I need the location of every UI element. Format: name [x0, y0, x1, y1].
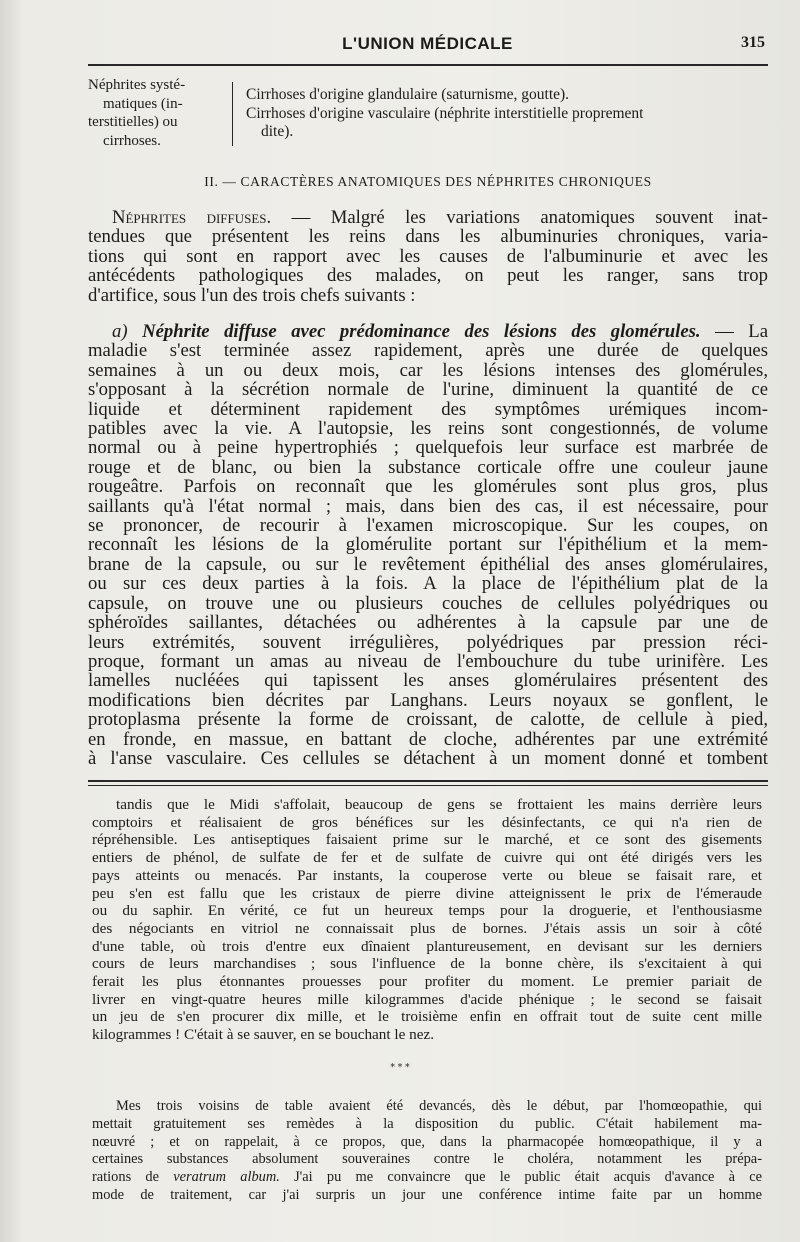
text-line: à l'anse vasculaire. Ces cellules se détachent à un moment donné et tombent	[88, 747, 768, 769]
text-line: capsule, on trouve une ou plusieurs couches de cellules polyédriques ou	[88, 592, 768, 614]
text-line: sphéroïdes saillantes, détachées ou adhérentes à la capsule par une de	[88, 612, 768, 634]
text-run: J'ai pu me convaincre que le public était acquis d'avance à ce	[279, 1169, 762, 1186]
section-title: II. — CARACTÈRES ANATOMIQUES DES NÉPHRITES CHRONIQUES	[204, 174, 652, 189]
text-line: s'opposant à la sécrétion normale de l'urine, diminuent la quantité de ce	[88, 379, 768, 401]
text-line: kilogrammes ! C'était à se sauver, en se bouchant le nez.	[92, 1026, 435, 1044]
italic-term: veratrum album.	[173, 1169, 280, 1186]
text-line: ferait les plus étonnantes prouesses pour profiter du moment. Le premier pariait de	[92, 973, 762, 991]
journal-title: L'UNION MÉDICALE	[342, 34, 513, 53]
bracket-left-line: cirrhoses.	[103, 132, 161, 149]
bracket-right-line: Cirrhoses d'origine vasculaire (néphrite interstitielle proprement	[246, 104, 644, 122]
text-run: — La	[700, 321, 768, 342]
curly-brace	[232, 82, 239, 146]
text-line: maladie s'est terminée assez rapidement, après une durée de quelques	[88, 340, 768, 362]
text-line	[88, 208, 768, 227]
text-line: liquide et déterminent rapidement des symptômes urémiques incom-	[88, 398, 768, 420]
text-line: tendues que présentent les reins dans les albuminuries chroniques, varia-	[88, 226, 768, 248]
feuilleton-rule-top	[88, 780, 768, 782]
section-separator-asterism: * * *	[390, 1063, 410, 1073]
text-line: entiers de phénol, de sulfate de fer et de sulfate de cuivre qui ont été dirigés vers les	[92, 849, 762, 867]
text-line: rouge et de blanc, ou bien la substance corticale offre une couleur jaune	[88, 456, 768, 478]
feuilleton-rule-bottom	[88, 785, 768, 786]
text-line: normal ou à peine hypertrophiés ; quelquefois leur surface est marbrée de	[88, 437, 768, 459]
paragraph-nephrites-diffuses	[88, 208, 768, 305]
bracket-left-line: terstitielles) ou	[88, 114, 178, 130]
text-line: proque, formant un amas au niveau de l'embouchure du tube urinifère. Les	[88, 650, 768, 672]
text-line: tions qui sont en rapport avec les causes de l'albuminurie et avec les	[88, 245, 768, 267]
running-header	[90, 34, 765, 58]
subsection-heading: Néphrite diffuse avec prédominance des lésions des glomérules.	[142, 321, 701, 342]
text-line: cours de leurs marchandises ; sous l'influence de la bonne chère, ils s'excitaient à qui	[92, 955, 762, 973]
text-line: d'artifice, sous l'un des trois chefs suivants :	[88, 284, 416, 306]
text-line: protoplasma présente la forme de croissant, de calotte, de cellule à pied,	[88, 709, 768, 731]
text-line: Mes trois voisins de table avaient été devancés, dès le début, par l'homœopathie, qui	[116, 1098, 762, 1114]
text-line: en fronde, en massue, en battant de cloche, adhérentes par une extrémité	[88, 728, 768, 750]
text-run: rations de	[92, 1169, 174, 1186]
subsection-letter: a)	[112, 321, 128, 342]
text-line: leurs extrémités, souvent irrégulières, polyédriques par pression réci-	[88, 631, 768, 653]
text-run: — Malgré les variations anatomiques souvent inat-	[271, 207, 768, 228]
text-line: saillants qu'à l'état normal ; mais, dans bien des cas, il est nécessaire, pour	[88, 495, 768, 517]
text-line: des négociants en vitriol ne connaissait plus de bornes. J'étais assis un soir à côté	[92, 919, 762, 937]
text-line: d'une table, où trois d'entre eux dînaient plantureusement, en devisant sur les derniers	[92, 937, 762, 955]
bracket-right-line: dite).	[261, 123, 294, 140]
text-line: ou du saphir. En vérité, ce fut un heureux temps pour la droguerie, et l'enthousiasme	[92, 902, 762, 920]
text-line: lamelles nucléées qui tapissent les anses glomérulaires présentent des	[88, 670, 768, 692]
text-line: pays atteints ou menacés. Par instants, la couperose verte ou bleue se faisait rare, et	[92, 866, 762, 884]
text-line: nœuvré ; et on rappelait, à ce propos, que, dans la pharmacopée homœopathique, il y a	[92, 1133, 762, 1150]
text-line: semaines à un ou deux mois, car les lésions intenses des glomérules,	[88, 359, 768, 381]
text-line: modifications bien décrites par Langhans. Leurs noyaux se gonflent, le	[88, 689, 768, 711]
text-line: rougeâtre. Parfois on reconnaît que les glomérules sont plus gros, plus	[88, 476, 768, 498]
text-line: ou sur ces deux parties à la fois. A la place de l'épithélium plat de la	[88, 573, 768, 595]
bracket-left-label	[88, 76, 228, 150]
feuilleton-paragraph-1	[92, 796, 762, 1044]
header-rule	[88, 64, 768, 66]
text-line: un jeu de s'en procurer dix mille, et le troisième enfin en offrait tout de suite cent mille	[92, 1008, 762, 1026]
text-line	[88, 322, 768, 341]
text-line	[92, 1169, 762, 1187]
feuilleton-paragraph-2	[92, 1098, 762, 1205]
text-line: reconnaît les lésions de la glomérulite portant sur l'épithélium et la mem-	[88, 534, 768, 556]
paragraph-glomerules	[88, 322, 768, 768]
text-line: se prononcer, de recourir à l'examen microscopique. Sur les coupes, on	[88, 515, 768, 537]
bracket-left-line: matiques (in-	[103, 95, 183, 112]
bracket-left-line: Néphrites systé-	[88, 77, 186, 93]
text-line: mettait gratuitement ses remèdes à la disposition du public. C'était habilement ma-	[92, 1115, 762, 1132]
text-line: brane de la capsule, ou sur le revêtement épithélial des anses glomérulaires,	[88, 553, 768, 575]
text-line: livrer en vingt-quatre heures mille kilogrammes d'acide phénique ; le second se faisait	[92, 990, 762, 1008]
classification-bracket	[88, 76, 768, 156]
text-line: certaines substances absolument souveraines contre le choléra, notamment les prépa-	[92, 1151, 762, 1168]
text-line: répréhensible. Les antiseptiques faisaient prime sur le marché, et ce sont des gisements	[92, 831, 762, 849]
bracket-right-line: Cirrhoses d'origine glandulaire (saturnisme, goutte).	[246, 86, 570, 103]
text-line: mode de traitement, car j'ai surpris un jour une conférence intime faite par un homme	[92, 1186, 762, 1203]
text-line: patibles avec la vie. A l'autopsie, les reins sont congestionnés, de volume	[88, 418, 768, 440]
bracket-right-items	[246, 86, 768, 142]
text-line: tandis que le Midi s'affolait, beaucoup de gens se frottaient les mains derrière leurs	[116, 796, 762, 813]
text-line: peu s'en est fallu que les cristaux de pierre divine atteignissent le prix de l'émeraude	[92, 884, 762, 902]
page-number: 315	[741, 34, 765, 51]
run-in-heading: Néphrites diffuses.	[112, 207, 272, 228]
text-line: antécédents pathologiques des malades, on peut les ranger, sans trop	[88, 265, 768, 287]
text-line: comptoirs et réalisaient de gros bénéfices sur les désinfectants, ce qui n'a rien de	[92, 813, 762, 831]
